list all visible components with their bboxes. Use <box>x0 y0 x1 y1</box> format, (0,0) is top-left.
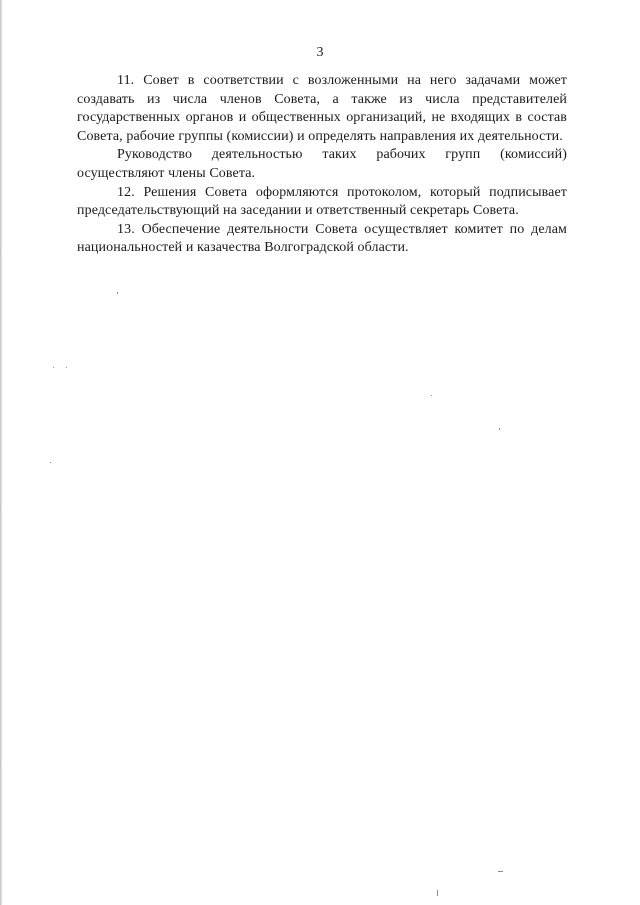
scan-speck <box>66 367 67 368</box>
paragraph-working-groups: Руководство деятельностью таких рабочих групп (комиссий) осуществляют члены Совета. <box>77 147 567 181</box>
scan-speck <box>499 428 500 430</box>
scan-speck <box>53 367 54 368</box>
page-number: 3 <box>316 45 324 60</box>
document-body <box>77 72 567 258</box>
scan-speck <box>437 890 438 896</box>
scan-edge <box>0 0 3 905</box>
scan-speck <box>431 395 432 396</box>
paragraph-11: 11. Совет в соответствии с возложенными на него задачами может создавать из числа членов Совета, а также из числа представителей государственных органов и общественных организаций, не входящих в состав Совета, рабочие группы (комиссии) и определять направления их деятельности. <box>77 73 567 144</box>
paragraph-12: 12. Решения Совета оформляются протоколом, который подписывает председательствующий на заседании и ответственный секретарь Совета. <box>77 184 567 219</box>
scan-speck <box>117 292 118 294</box>
scan-speck <box>498 871 503 872</box>
scan-speck <box>50 462 51 463</box>
paragraph-13: 13. Обеспечение деятельности Совета осуществляет комитет по делам национальностей и казачества Волгоградской области. <box>77 221 567 256</box>
